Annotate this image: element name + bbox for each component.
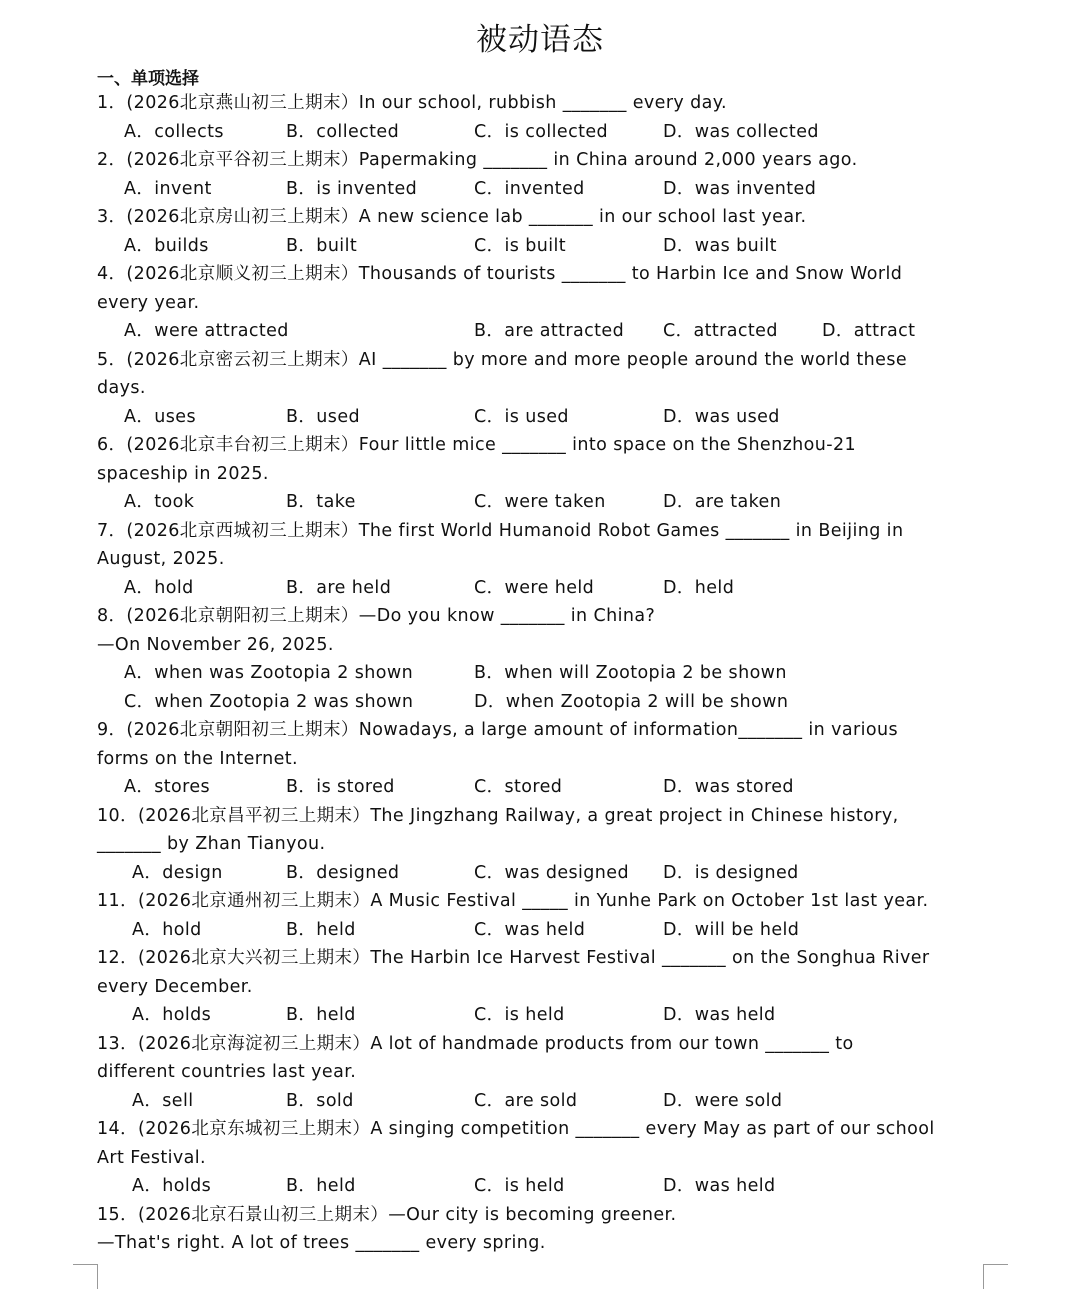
answer-option: D．was invented xyxy=(663,178,817,199)
answer-option: D．attract xyxy=(822,321,916,341)
answer-option: D．is designed xyxy=(663,862,799,883)
question-stem: 10．(2026北京昌平初三上期末）The Jingzhang Railway, a great project in Chinese history, xyxy=(97,805,899,826)
answer-option: B．are held xyxy=(286,577,392,598)
question-stem: 4．(2026北京顺义初三上期末）Thousands of tourists _______ to Harbin Ice and Snow World xyxy=(97,264,903,284)
question-stem-continued: different countries last year. xyxy=(97,1062,357,1082)
options-row xyxy=(0,175,1080,204)
answer-option: A．sell xyxy=(132,1090,194,1111)
question-stem: 1．(2026北京燕山初三上期末）In our school, rubbish _______ every day. xyxy=(97,93,728,113)
answer-option: D．was held xyxy=(663,1176,776,1196)
answer-option: C．is held xyxy=(474,1176,565,1196)
options-row xyxy=(0,1001,1080,1030)
answer-option: D．was held xyxy=(663,1005,776,1025)
answer-option: B．built xyxy=(286,235,358,256)
answer-option: B．designed xyxy=(286,862,400,883)
page-corner-mark-left xyxy=(73,1264,98,1289)
answer-option: D．was used xyxy=(663,406,780,427)
options-row xyxy=(0,232,1080,261)
answer-option: D．held xyxy=(663,577,735,598)
answer-option: A．holds xyxy=(132,1005,212,1025)
answer-option: C．stored xyxy=(474,777,563,797)
question-stem: 6．(2026北京丰台初三上期末）Four little mice _______ into space on the Shenzhou-21 xyxy=(97,435,857,455)
answer-option: D．were sold xyxy=(663,1090,783,1111)
question-stem-continued: —On November 26, 2025. xyxy=(97,634,334,655)
options-row xyxy=(0,118,1080,147)
answer-option: B．held xyxy=(286,1005,356,1025)
question-stem: 3．(2026北京房山初三上期末）A new science lab _______ in our school last year. xyxy=(97,207,807,227)
answer-option: C．is built xyxy=(474,235,567,256)
answer-option: A．collects xyxy=(124,121,224,142)
answer-option: D．was collected xyxy=(663,121,819,142)
answer-option: D．was built xyxy=(663,235,777,256)
answer-option: D．are taken xyxy=(663,492,782,512)
question-list xyxy=(0,89,1080,1258)
question-stem-continued: forms on the Internet. xyxy=(97,748,298,769)
answer-option: C．were held xyxy=(474,577,595,598)
answer-option: A．builds xyxy=(124,235,209,256)
answer-option: A．holds xyxy=(132,1176,212,1196)
answer-option: A．invent xyxy=(124,178,212,199)
question-stem: 8．(2026北京朝阳初三上期末）—Do you know _______ in China? xyxy=(97,606,656,626)
question-stem: 15．(2026北京石景山初三上期末）—Our city is becoming greener. xyxy=(97,1204,677,1225)
question-stem: 5．(2026北京密云初三上期末）AI _______ by more and more people around the world these xyxy=(97,349,908,370)
options-row xyxy=(0,1172,1080,1201)
page-title: 被动语态 xyxy=(476,22,604,58)
answer-option: B．when will Zootopia 2 be shown xyxy=(474,663,787,683)
page-corner-mark-right xyxy=(983,1264,1008,1289)
answer-option: A．hold xyxy=(124,577,194,598)
question-stem-continued: _______ by Zhan Tianyou. xyxy=(97,834,326,854)
options-row xyxy=(0,574,1080,603)
answer-option: C．was designed xyxy=(474,862,629,883)
options-row xyxy=(0,403,1080,432)
options-row xyxy=(0,659,1080,688)
answer-option: A．design xyxy=(132,862,223,883)
options-row xyxy=(0,1087,1080,1116)
answer-option: B．are attracted xyxy=(474,321,625,341)
answer-option: B．used xyxy=(286,406,360,427)
answer-option: C．are sold xyxy=(474,1090,578,1111)
answer-option: B．sold xyxy=(286,1090,354,1111)
answer-option: A．when was Zootopia 2 shown xyxy=(124,663,414,683)
answer-option: C．attracted xyxy=(663,321,778,341)
question-stem-continued: —That's right. A lot of trees _______ every spring. xyxy=(97,1233,546,1253)
answer-option: A．stores xyxy=(124,777,211,797)
section-heading: 一、单项选择 xyxy=(97,69,199,89)
question-stem-continued: every December. xyxy=(97,976,253,997)
question-stem-continued: days. xyxy=(97,378,146,398)
answer-option: B．collected xyxy=(286,121,400,142)
answer-option: C．is held xyxy=(474,1005,565,1025)
question-stem: 7．(2026北京西城初三上期末）The first World Humanoid Robot Games _______ in Beijing in xyxy=(97,520,904,541)
question-stem-continued: every year. xyxy=(97,292,200,313)
answer-option: C．is collected xyxy=(474,121,609,142)
answer-option: C．when Zootopia 2 was shown xyxy=(124,691,414,712)
question-stem: 12．(2026北京大兴初三上期末）The Harbin Ice Harvest Festival _______ on the Songhua River xyxy=(97,948,930,968)
question-stem: 2．(2026北京平谷初三上期末）Papermaking _______ in China around 2,000 years ago. xyxy=(97,150,858,170)
question-stem-continued: Art Festival. xyxy=(97,1147,207,1168)
answer-option: A．took xyxy=(124,492,195,512)
question-stem: 9．(2026北京朝阳初三上期末）Nowadays, a large amount of information_______ in various xyxy=(97,720,898,740)
options-row xyxy=(0,916,1080,945)
options-row xyxy=(0,859,1080,888)
answer-option: D．was stored xyxy=(663,777,794,797)
options-row xyxy=(0,773,1080,802)
answer-option: D．will be held xyxy=(663,919,800,940)
answer-option: B．is stored xyxy=(286,777,395,797)
answer-option: B．is invented xyxy=(286,178,418,199)
options-row xyxy=(0,488,1080,517)
options-row xyxy=(0,688,1080,717)
answer-option: A．hold xyxy=(132,919,202,940)
answer-option: A．uses xyxy=(124,406,196,427)
question-stem: 11．(2026北京通州初三上期末）A Music Festival _____ in Yunhe Park on October 1st last year. xyxy=(97,891,929,911)
answer-option: B．held xyxy=(286,1176,356,1196)
question-stem-continued: spaceship in 2025. xyxy=(97,463,269,484)
answer-option: C．were taken xyxy=(474,492,606,512)
answer-option: C．invented xyxy=(474,178,585,199)
answer-option: C．is used xyxy=(474,406,569,427)
question-stem: 14．(2026北京东城初三上期末）A singing competition _______ every May as part of our school xyxy=(97,1119,935,1139)
options-row xyxy=(0,317,1080,346)
question-stem-continued: August, 2025. xyxy=(97,549,225,569)
answer-option: B．held xyxy=(286,919,356,940)
question-stem: 13．(2026北京海淀初三上期末）A lot of handmade products from our town _______ to xyxy=(97,1033,854,1054)
answer-option: C．was held xyxy=(474,919,586,940)
answer-option: D．when Zootopia 2 will be shown xyxy=(474,691,789,712)
answer-option: A．were attracted xyxy=(124,321,289,341)
answer-option: B．take xyxy=(286,492,356,512)
